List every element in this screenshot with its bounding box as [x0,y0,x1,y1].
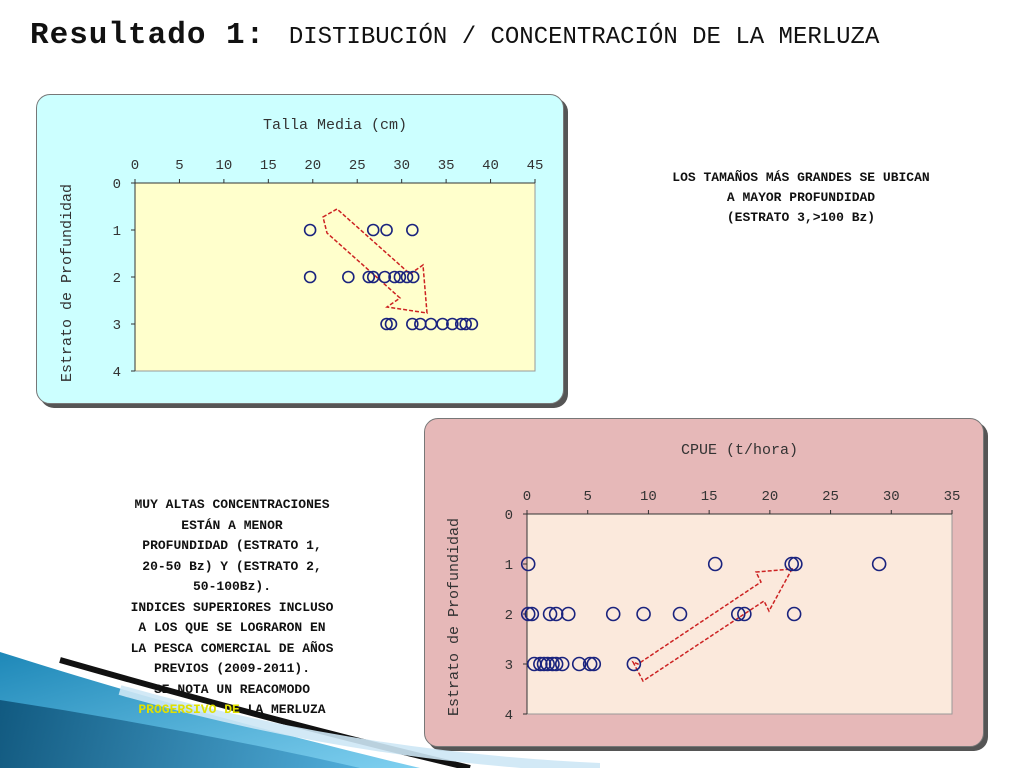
y-tick-label: 1 [112,224,121,240]
y-tick-label: 0 [112,177,121,193]
x-axis-title: CPUE (t/hora) [680,442,799,459]
note-bottom-line: MUY ALTAS CONCENTRACIONES [134,497,330,512]
note-bottom-line: INDICES SUPERIORES INCLUSO [130,599,334,615]
x-tick-label: 30 [882,489,900,505]
x-tick-label: 5 [583,489,592,505]
x-tick-label: 0 [522,489,532,505]
y-tick-label: 4 [112,365,121,381]
note-bottom-line: 50-100Bz). [192,579,271,594]
x-tick-label: 10 [640,489,657,505]
note-bottom-rest: LA MERLUZA [239,702,326,717]
x-tick-label: 45 [526,158,544,174]
x-tick-label: 35 [437,158,455,174]
x-tick-label: 25 [822,489,839,505]
note-top-line: LOS TAMAÑOS MÁS GRANDES SE UBICAN [672,170,930,185]
note-bottom-line: LA PESCA COMERCIAL DE AÑOS [130,640,334,656]
highlighted-text: PROGERSIVO DE [138,702,240,717]
note-top-line: A MAYOR PROFUNDIDAD [726,190,876,205]
note-bottom [90,495,374,721]
y-tick-label: 2 [112,271,121,287]
x-tick-label: 20 [761,489,779,505]
x-tick-label: 0 [130,158,140,174]
title-subtitle: DISTIBUCIÓN / CONCENTRACIÓN DE LA MERLUZA [288,24,880,51]
y-axis-title: Estrato de Profundidad [59,183,76,383]
y-tick-label: 0 [504,508,513,524]
x-tick-label: 15 [700,489,718,505]
x-tick-label: 25 [348,158,366,174]
note-bottom-line: 20-50 Bz) Y (ESTRATO 2, [142,558,322,574]
y-tick-label: 2 [504,608,513,624]
y-tick-label: 4 [504,708,513,724]
y-tick-label: 3 [504,658,513,674]
title-main: Resultado 1: [30,18,266,53]
note-top [608,168,994,228]
y-axis-title: Estrato de Profundidad [446,517,463,717]
note-bottom-line: A LOS QUE SE LOGRARON EN [138,620,326,635]
x-tick-label: 15 [259,158,277,174]
x-tick-label: 20 [304,158,322,174]
x-axis-title: Talla Media (cm) [262,117,408,134]
y-tick-label: 1 [504,558,513,574]
note-bottom-line-last [90,700,374,721]
x-tick-label: 35 [943,489,961,505]
note-top-line: (ESTRATO 3,>100 Bz) [726,210,876,225]
x-tick-label: 10 [215,158,233,174]
note-bottom-line: SE NOTA UN REACOMODO [153,681,311,697]
note-bottom-line: ESTÁN A MENOR [181,517,283,533]
x-tick-label: 5 [175,158,184,174]
x-tick-label: 30 [393,158,411,174]
note-bottom-line: PROFUNDIDAD (ESTRATO 1, [142,538,322,553]
note-bottom-line: PREVIOS (2009-2011). [153,661,311,676]
y-tick-label: 3 [112,318,121,334]
x-tick-label: 40 [482,158,499,174]
